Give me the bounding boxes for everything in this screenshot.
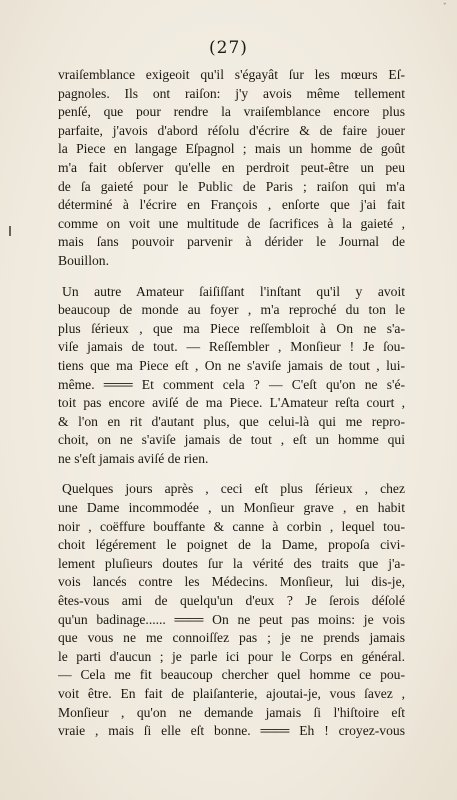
corner-smudge: ˇ (442, 3, 447, 13)
text-line: Monſieur , qu'on ne demande jamais ſi l'hiſtoire eſt (58, 704, 405, 720)
text-line: plus ſérieux , que ma Piece reſſembloit à On ne s'a- (58, 320, 405, 336)
text-line: m'a fait obſerver qu'elle en perdroit peut-être un peu (58, 159, 405, 175)
text-line: — Cela me fit beaucoup chercher quel homme ce pou- (58, 667, 405, 683)
text-line: êtes-vous ami de quelqu'un d'eux ? Je ſerois déſolé (58, 593, 405, 609)
text-line: penſé, que pour rendre la vraiſemblance encore plus (58, 104, 405, 120)
text-line: vois lancés contre les Médecins. Monſieur, lui dis-je, (58, 574, 405, 590)
page-number: (27) (209, 38, 248, 58)
text-line: Un autre Amateur ſaiſiſſant l'inſtant qu'il y avoit (62, 283, 405, 299)
text-line: toit pas encore aviſé de ma Piece. L'Amateur reſta court , (58, 395, 405, 411)
text-line: parfaite, j'avois d'abord réſolu d'écrire & de faire jouer (58, 122, 405, 138)
paragraph-1 (58, 66, 405, 271)
text-line: mais ſans pouvoir parvenir à dérider le Journal de (58, 234, 405, 250)
text-line: la Piece en langage Eſpagnol ; mais un homme de goût (58, 141, 405, 157)
margin-mark (9, 226, 11, 236)
text-line: le parti d'aucun ; je parle ici pour le Corps en général. (58, 648, 405, 664)
text-line: Quelques jours après , ceci eſt plus ſérieux , chez (62, 481, 405, 497)
text-line: comme on voit une multitude de ſacrifices à la gaieté , (58, 215, 405, 231)
text-line: beaucoup de monde au foyer , m'a reproché du ton le (58, 302, 405, 318)
text-line: lement pluſieurs doutes ſur la vérité des traits que j'a- (58, 555, 405, 571)
text-line: qu'un badinage...... ═══ On ne peut pas moins: je vois (58, 611, 405, 627)
text-line: même. ═══ Et comment cela ? — C'eſt qu'on ne s'é- (58, 376, 405, 392)
text-line: choit, on ne s'aviſe jamais de tout , eſt un homme qui (58, 432, 405, 448)
text-line: noir , coëffure bouffante & canne à corbin , lequel tou- (58, 518, 405, 534)
text-line: déterminé à l'écrire en François , enſorte que j'ai fait (58, 197, 405, 213)
text-line: de ſa gaieté pour le Public de Paris ; raiſon qui m'a (58, 178, 405, 194)
text-line: pagnoles. Ils ont raiſon: j'y avois même tellement (58, 85, 405, 101)
text-line: vraiſemblance exigeoit qu'il s'égayât ſur les mœurs Eſ- (58, 67, 405, 82)
text-line: une Dame incommodée , un Monſieur grave , en habit (58, 500, 405, 516)
paragraph-3 (58, 480, 405, 740)
text-line: viſe jamais de tout. — Reſſembler , Monſieur ! Je ſou- (58, 339, 405, 355)
text-line: voit être. En fait de plaiſanterie, ajoutai-je, vous ſavez , (58, 686, 405, 701)
text-line: vraie , mais ſi elle eſt bonne. ═══ Eh ! croyez-vous (58, 723, 405, 739)
paragraph-2 (58, 283, 405, 469)
body-text (58, 66, 405, 753)
text-line: tiens que ma Piece eſt , On ne s'aviſe jamais de tout , lui- (58, 357, 405, 373)
text-line: que vous ne me connoiſſez pas ; je ne prends jamais (58, 630, 405, 646)
text-line: & l'on en rit d'autant plus, que celui-là qui me repro- (58, 413, 405, 429)
text-line: choit légérement le poignet de la Dame, propoſa civi- (58, 537, 405, 553)
text-line: ne s'eſt jamais aviſé de rien. (58, 450, 209, 466)
text-line: Bouillon. (58, 252, 109, 268)
